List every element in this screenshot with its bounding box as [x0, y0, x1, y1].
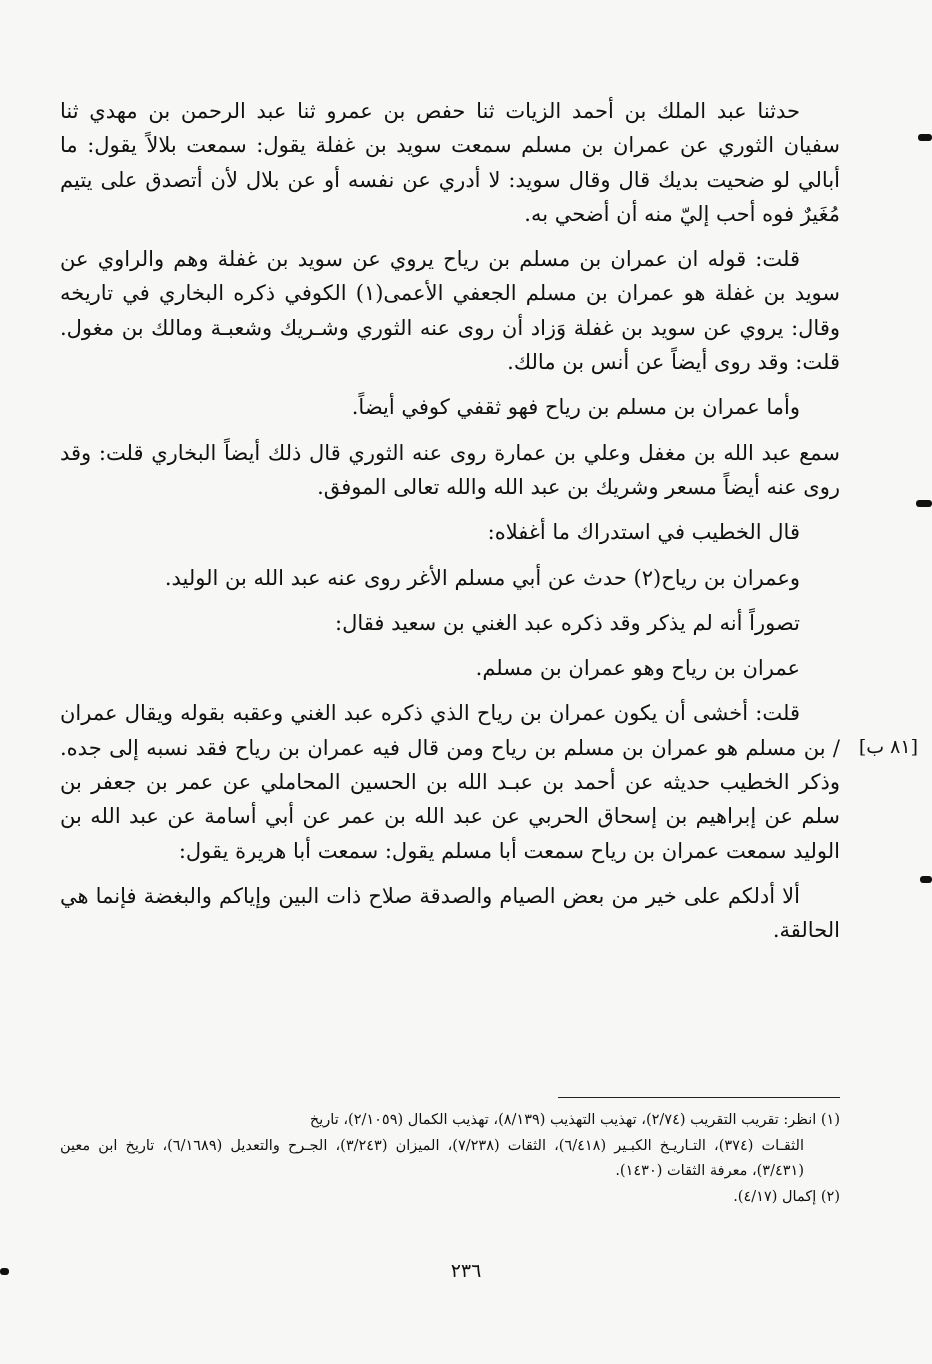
- main-text: [60, 94, 918, 959]
- footnote-divider: [558, 1097, 840, 1098]
- footnote-1-continuation: الثقـات (٣٧٤)، التـاريـخ الكبـير (٦/٤١٨)، الثقات (٧/٢٣٨)، الميزان (٣/٢٤٣)، الجـرح والتعديل (٦/١٦٨٩)، تاريخ ابن معين (٣/٤٣١)، معرفة الثقات (١٤٣٠).: [60, 1137, 805, 1179]
- paragraph-10: ألا أدلكم على خير من بعض الصيام والصدقة صلاح ذات البين وإياكم والبغضة فإنما هي الحالقة.: [60, 883, 840, 943]
- footnotes: [60, 1108, 840, 1210]
- edge-mark-middle: [916, 500, 932, 507]
- footnote-2: (٢) إكمال (٤/١٧).: [733, 1188, 840, 1205]
- paragraph-3: وأما عمران بن مسلم بن رياح فهو ثقفي كوفي أيضاً.: [351, 395, 800, 420]
- edge-mark-top: [918, 134, 932, 141]
- page-number: ٢٣٦: [450, 1260, 482, 1282]
- edge-mark-lower: [920, 876, 932, 883]
- paragraph-4: سمع عبد الله بن مغفل وعلي بن عمارة روى عنه الثوري قال ذلك أيضاً البخاري قلت: وقد روى عنه أيضاً مسعر وشريك بن عبد الله والله تعالى الموفق.: [60, 440, 840, 499]
- paragraph-5: قال الخطيب في استدراك ما أغفلاه:: [487, 520, 800, 545]
- paragraph-2: قلت: قوله ان عمران بن مسلم بن رياح يروي عن سويد بن غفلة وهم والراوي عن سويد بن غفلة هو عمران بن مسلم الجعفي الأعمى(١) الكوفي ذكره البخاري في تاريخه وقال: يروي عن سويد بن غفلة وَزاد أن روى عنه الثوري وشـريك وشعبـة ومالك بن مغول. قلت: وقد روى أيضاً عن أنس بن مالك.: [60, 247, 841, 375]
- paragraph-9-wrapper: [60, 696, 918, 867]
- paragraph-6: وعمران بن رياح(٢) حدث عن أبي مسلم الأغر روى عنه عبد الله بن الوليد.: [164, 565, 800, 590]
- footnote-1: (١) انظر: تقريب التقريب (٢/٧٤)، تهذيب التهذيب (٨/١٣٩)، تهذيب الكمال (٢/١٠٥٩)، تاريخ: [309, 1112, 840, 1128]
- edge-mark-bottom-left: [0, 1268, 9, 1275]
- paragraph-7: تصوراً أنه لم يذكر وقد ذكره عبد الغني بن سعيد فقال:: [335, 610, 800, 635]
- paragraph-9: قلت: أخشى أن يكون عمران بن رياح الذي ذكره عبد الغني وعقبه بقوله ويقال عمران / بن مسلم هو عمران بن مسلم بن رياح ومن قال فيه عمران بن رياح فقد نسبه إلى جده. وذكر الخطيب حديثه عن أحمد بن عبـد الله بن الحسين المحاملي عن عمر بن جعفر بن سلم عن إبراهيم بن إسحاق الحربي عن عبد الله بن عمر عن أبي أسامة عن عبد الله بن الوليد سمعت عمران بن رياح سمعت أبا مسلم يقول: سمعت أبا هريرة يقول:: [60, 701, 840, 863]
- paragraph-8: عمران بن رياح وهو عمران بن مسلم.: [475, 656, 800, 681]
- folio-margin-reference: [٨١ ب]: [858, 736, 918, 759]
- paragraph-1: حدثنا عبد الملك بن أحمد الزيات ثنا حفص بن عمرو ثنا عبد الرحمن بن مهدي ثنا سفيان الثوري عن عمران بن مسلم سمعت سويد بن غفلة يقول: سمعت بلالاً يقول: ما أبالي لو ضحيت بديك قال وقال سويد: لا أدري عن نفسه أو عن بلال لأن أتصدق على يتيم مُغَيرٌ فوه أحب إليّ منه أن أضحي به.: [60, 99, 840, 226]
